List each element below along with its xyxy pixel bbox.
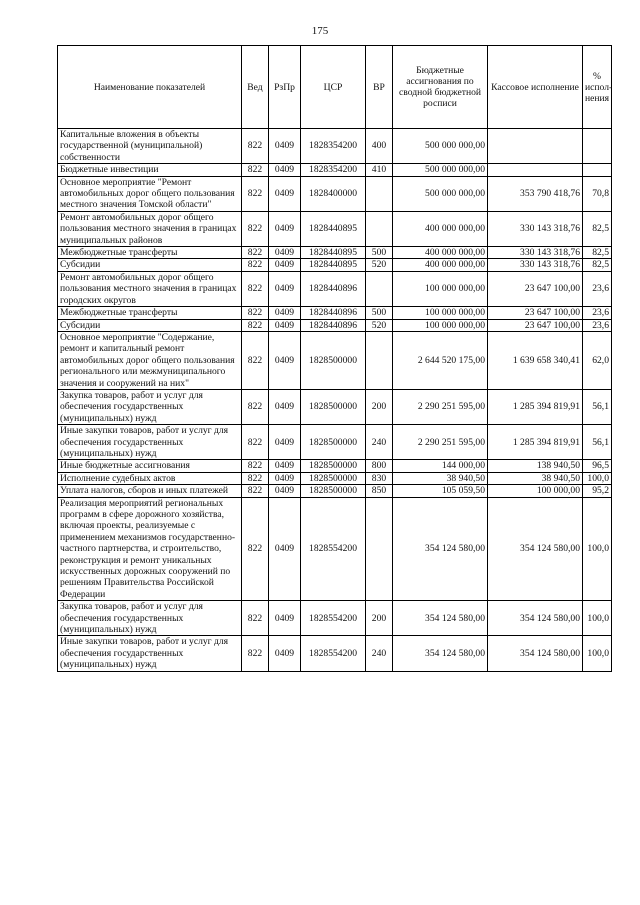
cell-vr: 240 xyxy=(366,636,393,671)
cell-rzpr: 0409 xyxy=(269,211,301,246)
cell-name: Закупка товаров, работ и услуг для обеспечения государственных (муниципальных) нужд xyxy=(58,389,242,424)
table-row xyxy=(58,389,612,424)
cell-ved: 822 xyxy=(242,389,269,424)
table-row xyxy=(58,331,612,389)
table-row xyxy=(58,460,612,472)
cell-pct: 100,0 xyxy=(583,601,612,636)
cell-rzpr: 0409 xyxy=(269,485,301,497)
cell-pct: 96,5 xyxy=(583,460,612,472)
cell-csr: 1828440895 xyxy=(301,259,366,271)
cell-assign: 100 000 000,00 xyxy=(393,271,488,306)
cell-name: Ремонт автомобильных дорог общего пользования местного значения в границах городских округов xyxy=(58,271,242,306)
header-csr: ЦСР xyxy=(301,46,366,129)
cell-pct: 56,1 xyxy=(583,389,612,424)
cell-csr: 1828354200 xyxy=(301,129,366,164)
cell-ved: 822 xyxy=(242,497,269,601)
cell-name: Бюджетные инвестиции xyxy=(58,164,242,176)
cell-rzpr: 0409 xyxy=(269,636,301,671)
cell-assign: 2 290 251 595,00 xyxy=(393,425,488,460)
cell-csr: 1828500000 xyxy=(301,472,366,484)
header-assignments: Бюджетные ассигнования по сводной бюджетной росписи xyxy=(393,46,488,129)
cell-vr: 500 xyxy=(366,247,393,259)
cell-pct: 56,1 xyxy=(583,425,612,460)
cell-assign: 354 124 580,00 xyxy=(393,636,488,671)
cell-cash: 23 647 100,00 xyxy=(488,319,583,331)
cell-ved: 822 xyxy=(242,259,269,271)
cell-rzpr: 0409 xyxy=(269,460,301,472)
cell-ved: 822 xyxy=(242,485,269,497)
header-name: Наименование показателей xyxy=(58,46,242,129)
cell-csr: 1828500000 xyxy=(301,485,366,497)
cell-cash: 1 285 394 819,91 xyxy=(488,389,583,424)
cell-csr: 1828500000 xyxy=(301,460,366,472)
cell-pct: 100,0 xyxy=(583,497,612,601)
table-row xyxy=(58,636,612,671)
cell-ved: 822 xyxy=(242,636,269,671)
cell-cash: 23 647 100,00 xyxy=(488,307,583,319)
cell-cash: 100 000,00 xyxy=(488,485,583,497)
cell-vr: 830 xyxy=(366,472,393,484)
cell-assign: 100 000 000,00 xyxy=(393,319,488,331)
cell-csr: 1828354200 xyxy=(301,164,366,176)
cell-vr: 500 xyxy=(366,307,393,319)
header-rzpr: РзПр xyxy=(269,46,301,129)
cell-assign: 100 000 000,00 xyxy=(393,307,488,319)
cell-cash: 330 143 318,76 xyxy=(488,211,583,246)
cell-cash xyxy=(488,129,583,164)
cell-csr: 1828500000 xyxy=(301,331,366,389)
cell-vr: 520 xyxy=(366,259,393,271)
cell-ved: 822 xyxy=(242,164,269,176)
cell-cash: 38 940,50 xyxy=(488,472,583,484)
cell-name: Исполнение судебных актов xyxy=(58,472,242,484)
table-row xyxy=(58,176,612,211)
budget-table xyxy=(57,45,612,672)
table-row xyxy=(58,485,612,497)
cell-name: Капитальные вложения в объекты государственной (муниципальной) собственности xyxy=(58,129,242,164)
cell-vr xyxy=(366,497,393,601)
cell-ved: 822 xyxy=(242,271,269,306)
cell-assign: 105 059,50 xyxy=(393,485,488,497)
cell-cash: 353 790 418,76 xyxy=(488,176,583,211)
cell-ved: 822 xyxy=(242,601,269,636)
cell-csr: 1828440895 xyxy=(301,211,366,246)
cell-pct: 82,5 xyxy=(583,259,612,271)
cell-name: Субсидии xyxy=(58,319,242,331)
cell-cash: 1 285 394 819,91 xyxy=(488,425,583,460)
cell-rzpr: 0409 xyxy=(269,259,301,271)
cell-pct: 82,5 xyxy=(583,247,612,259)
cell-pct: 23,6 xyxy=(583,271,612,306)
cell-assign: 500 000 000,00 xyxy=(393,164,488,176)
table-row xyxy=(58,129,612,164)
cell-rzpr: 0409 xyxy=(269,271,301,306)
cell-assign: 38 940,50 xyxy=(393,472,488,484)
cell-assign: 354 124 580,00 xyxy=(393,601,488,636)
cell-name: Иные бюджетные ассигнования xyxy=(58,460,242,472)
cell-vr: 410 xyxy=(366,164,393,176)
cell-assign: 400 000 000,00 xyxy=(393,259,488,271)
cell-name: Иные закупки товаров, работ и услуг для обеспечения государственных (муниципальных) нужд xyxy=(58,636,242,671)
cell-vr: 520 xyxy=(366,319,393,331)
cell-ved: 822 xyxy=(242,176,269,211)
cell-name: Закупка товаров, работ и услуг для обеспечения государственных (муниципальных) нужд xyxy=(58,601,242,636)
cell-cash xyxy=(488,164,583,176)
table-header-row xyxy=(58,46,612,129)
table-row xyxy=(58,307,612,319)
cell-vr xyxy=(366,331,393,389)
table-row xyxy=(58,211,612,246)
cell-assign: 400 000 000,00 xyxy=(393,211,488,246)
cell-cash: 354 124 580,00 xyxy=(488,497,583,601)
cell-name: Межбюджетные трансферты xyxy=(58,247,242,259)
cell-assign: 2 644 520 175,00 xyxy=(393,331,488,389)
cell-vr: 200 xyxy=(366,601,393,636)
cell-csr: 1828440895 xyxy=(301,247,366,259)
cell-rzpr: 0409 xyxy=(269,164,301,176)
cell-ved: 822 xyxy=(242,460,269,472)
cell-csr: 1828440896 xyxy=(301,319,366,331)
cell-csr: 1828500000 xyxy=(301,425,366,460)
cell-rzpr: 0409 xyxy=(269,472,301,484)
cell-vr: 400 xyxy=(366,129,393,164)
cell-pct: 100,0 xyxy=(583,636,612,671)
cell-vr xyxy=(366,176,393,211)
cell-rzpr: 0409 xyxy=(269,425,301,460)
cell-csr: 1828500000 xyxy=(301,389,366,424)
cell-rzpr: 0409 xyxy=(269,389,301,424)
cell-vr: 200 xyxy=(366,389,393,424)
cell-ved: 822 xyxy=(242,425,269,460)
cell-cash: 1 639 658 340,41 xyxy=(488,331,583,389)
header-ved: Вед xyxy=(242,46,269,129)
cell-vr xyxy=(366,271,393,306)
cell-vr: 850 xyxy=(366,485,393,497)
cell-vr xyxy=(366,211,393,246)
header-cash-execution: Кассовое исполнение xyxy=(488,46,583,129)
table-row xyxy=(58,425,612,460)
cell-ved: 822 xyxy=(242,307,269,319)
page-number: 175 xyxy=(311,25,329,37)
cell-pct: 70,8 xyxy=(583,176,612,211)
cell-csr: 1828554200 xyxy=(301,636,366,671)
cell-assign: 2 290 251 595,00 xyxy=(393,389,488,424)
cell-name: Иные закупки товаров, работ и услуг для обеспечения государственных (муниципальных) нужд xyxy=(58,425,242,460)
cell-pct: 82,5 xyxy=(583,211,612,246)
cell-ved: 822 xyxy=(242,331,269,389)
cell-cash: 330 143 318,76 xyxy=(488,259,583,271)
cell-csr: 1828554200 xyxy=(301,601,366,636)
cell-vr: 800 xyxy=(366,460,393,472)
header-percent: % испол-нения xyxy=(583,46,612,129)
table-row xyxy=(58,164,612,176)
cell-csr: 1828440896 xyxy=(301,271,366,306)
table-row xyxy=(58,247,612,259)
cell-cash: 138 940,50 xyxy=(488,460,583,472)
cell-cash: 354 124 580,00 xyxy=(488,601,583,636)
cell-ved: 822 xyxy=(242,247,269,259)
cell-vr: 240 xyxy=(366,425,393,460)
cell-rzpr: 0409 xyxy=(269,319,301,331)
cell-pct xyxy=(583,164,612,176)
cell-name: Основное мероприятие "Ремонт автомобильных дорог общего пользования местного значения Томской области" xyxy=(58,176,242,211)
cell-ved: 822 xyxy=(242,319,269,331)
cell-cash: 354 124 580,00 xyxy=(488,636,583,671)
cell-rzpr: 0409 xyxy=(269,176,301,211)
cell-csr: 1828554200 xyxy=(301,497,366,601)
cell-name: Уплата налогов, сборов и иных платежей xyxy=(58,485,242,497)
table-row xyxy=(58,497,612,601)
cell-csr: 1828440896 xyxy=(301,307,366,319)
cell-rzpr: 0409 xyxy=(269,247,301,259)
table-row xyxy=(58,319,612,331)
cell-assign: 500 000 000,00 xyxy=(393,129,488,164)
table-row xyxy=(58,472,612,484)
header-vr: ВР xyxy=(366,46,393,129)
cell-cash: 23 647 100,00 xyxy=(488,271,583,306)
cell-assign: 354 124 580,00 xyxy=(393,497,488,601)
cell-name: Ремонт автомобильных дорог общего пользования местного значения в границах муниципальных районов xyxy=(58,211,242,246)
cell-name: Основное мероприятие "Содержание, ремонт и капитальный ремонт автомобильных дорог общего пользования регионального или межмуниципального значения и сооружений на них" xyxy=(58,331,242,389)
cell-pct: 62,0 xyxy=(583,331,612,389)
cell-ved: 822 xyxy=(242,472,269,484)
cell-assign: 500 000 000,00 xyxy=(393,176,488,211)
cell-pct: 95,2 xyxy=(583,485,612,497)
cell-pct xyxy=(583,129,612,164)
cell-name: Межбюджетные трансферты xyxy=(58,307,242,319)
cell-pct: 100,0 xyxy=(583,472,612,484)
cell-rzpr: 0409 xyxy=(269,601,301,636)
cell-rzpr: 0409 xyxy=(269,129,301,164)
cell-pct: 23,6 xyxy=(583,307,612,319)
cell-cash: 330 143 318,76 xyxy=(488,247,583,259)
cell-name: Реализация мероприятий региональных программ в сфере дорожного хозяйства, включая проекты, реализуемые с применением механизмов государственно-частного партнерства, и строительство, реконструкция и ремонт уникальных искусственных дорожных сооружений по решениям Правительства Российской Федерации xyxy=(58,497,242,601)
table-row xyxy=(58,271,612,306)
cell-ved: 822 xyxy=(242,129,269,164)
cell-name: Субсидии xyxy=(58,259,242,271)
table-row xyxy=(58,259,612,271)
cell-csr: 1828400000 xyxy=(301,176,366,211)
cell-assign: 400 000 000,00 xyxy=(393,247,488,259)
cell-rzpr: 0409 xyxy=(269,497,301,601)
cell-pct: 23,6 xyxy=(583,319,612,331)
cell-rzpr: 0409 xyxy=(269,307,301,319)
cell-assign: 144 000,00 xyxy=(393,460,488,472)
cell-rzpr: 0409 xyxy=(269,331,301,389)
cell-ved: 822 xyxy=(242,211,269,246)
table-row xyxy=(58,601,612,636)
